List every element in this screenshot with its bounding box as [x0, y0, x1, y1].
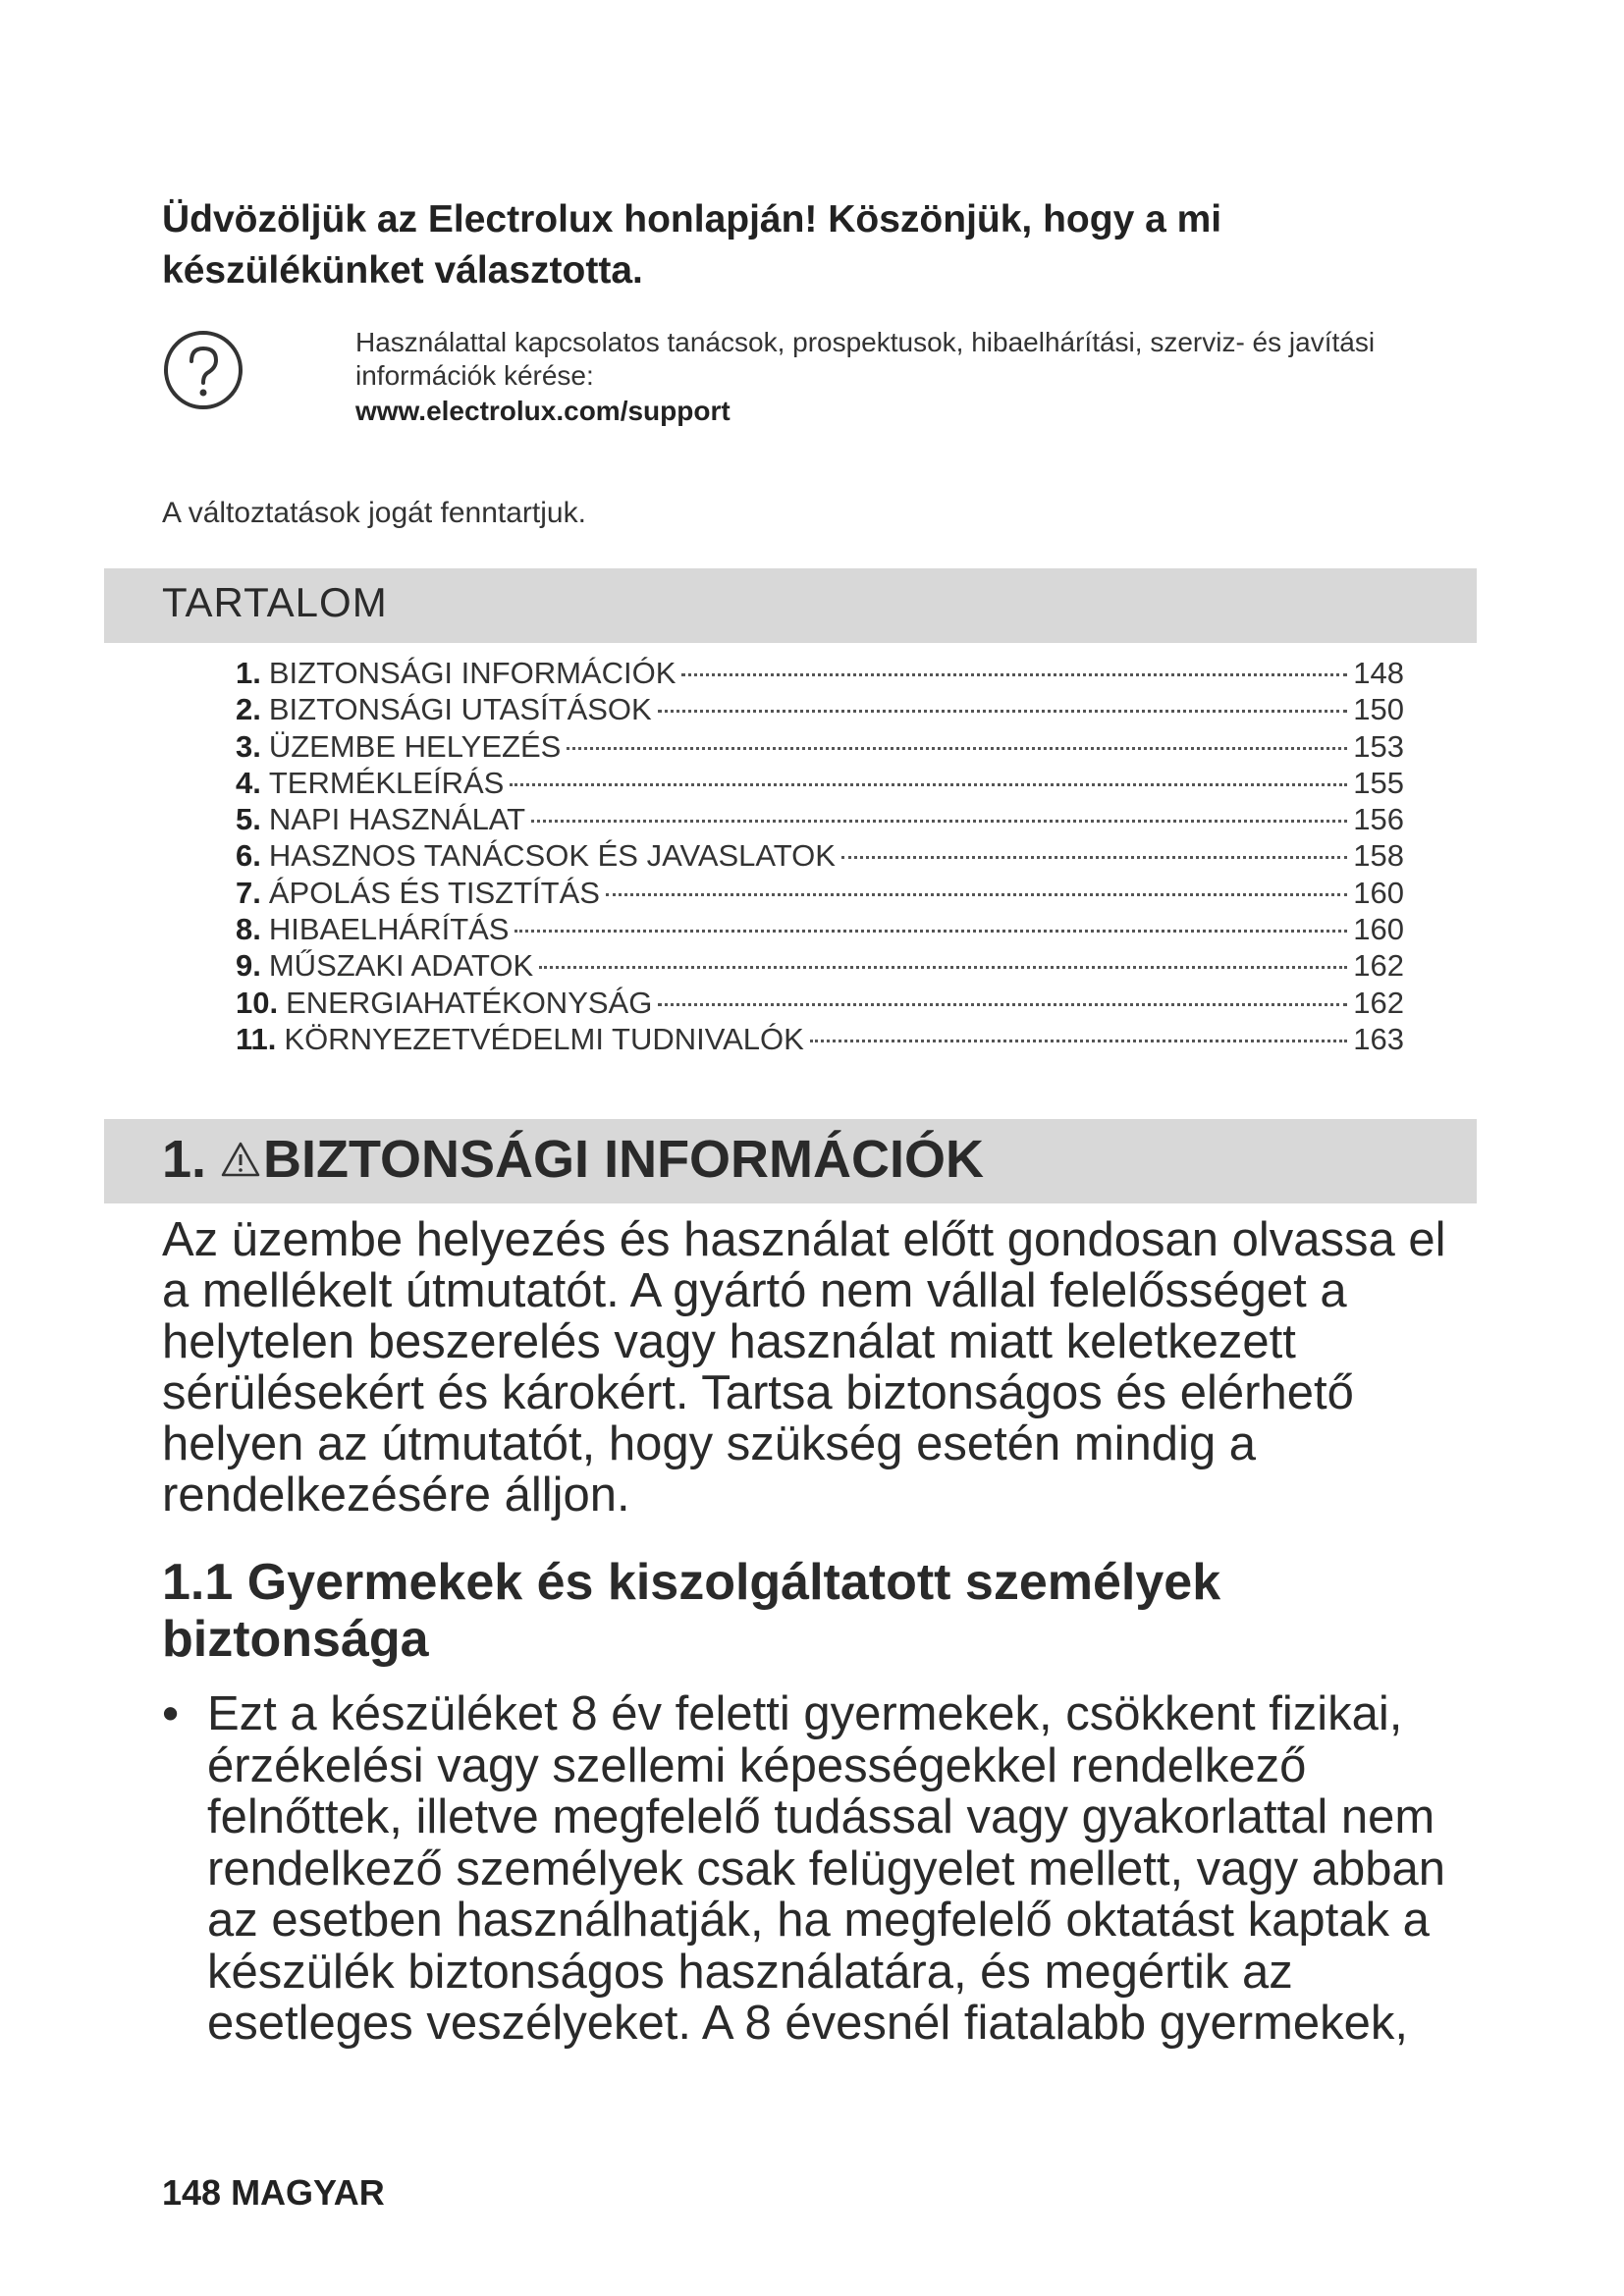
toc-item-page: 163 — [1353, 1021, 1404, 1056]
toc-item[interactable] — [236, 655, 1404, 691]
toc-dot-leader — [810, 1040, 1347, 1042]
toc-item-page: 156 — [1353, 802, 1404, 837]
toc-item-number: 10. — [236, 985, 279, 1020]
toc-item-label: BIZTONSÁGI UTASÍTÁSOK — [268, 692, 652, 727]
toc-item-page: 162 — [1353, 948, 1404, 984]
toc-item-number: 6. — [236, 838, 261, 874]
toc-dot-leader — [841, 856, 1347, 859]
toc-item-page: 153 — [1353, 728, 1404, 764]
toc-item-page: 160 — [1353, 912, 1404, 947]
toc-title: TARTALOM — [162, 579, 388, 625]
toc-dot-leader — [514, 930, 1347, 933]
warning-triangle-icon — [220, 1141, 261, 1178]
table-of-contents — [236, 655, 1404, 1057]
toc-item-number: 4. — [236, 765, 261, 800]
toc-item-number: 1. — [236, 656, 261, 690]
toc-item-label: HIBAELHÁRÍTÁS — [268, 912, 510, 947]
subsection-title: 1.1 Gyermekek és kiszolgáltatott személyek biztonsága — [162, 1554, 1221, 1668]
toc-item-page: 155 — [1353, 765, 1404, 800]
toc-item-number: 11. — [236, 1021, 277, 1056]
toc-item-label: ÁPOLÁS ÉS TISZTÍTÁS — [268, 875, 600, 910]
toc-item-label: ÜZEMBE HELYEZÉS — [268, 728, 562, 764]
toc-dot-leader — [531, 820, 1347, 823]
toc-item-label: NAPI HASZNÁLAT — [268, 802, 526, 837]
toc-item-number: 3. — [236, 728, 261, 764]
rights-notice: A változtatások jogát fenntartjuk. — [162, 497, 586, 529]
toc-item-label: MŰSZAKI ADATOK — [268, 948, 534, 984]
toc-item[interactable] — [236, 875, 1404, 911]
toc-dot-leader — [539, 966, 1347, 969]
welcome-heading: Üdvözöljük az Electrolux honlapján! Köszönjük, hogy a mi készülékünket választotta. — [162, 198, 1222, 292]
toc-item[interactable] — [236, 947, 1404, 984]
support-link[interactable]: www.electrolux.com/support — [355, 396, 731, 426]
toc-dot-leader — [658, 1003, 1347, 1006]
bullet-text: Ezt a készüléket 8 év feletti gyermekek, csökkent fizikai, érzékelési vagy szellemi képességekkel rendelkező felnőttek, illetve megfelelő tudással vagy gyakorlattal nem rendelkező személyek csak felügyelet mellett, vagy abban az esetben használhatják, ha megfelelő oktatást kaptak a készülék biztonságos használatára, és megértik az esetleges veszélyeket. A 8 évesnél fiatalabb gyermekek, — [207, 1687, 1446, 2050]
toc-item[interactable] — [236, 837, 1404, 874]
toc-item[interactable] — [236, 765, 1404, 801]
toc-dot-leader — [681, 673, 1347, 676]
toc-item-number: 5. — [236, 802, 261, 837]
toc-item[interactable] — [236, 985, 1404, 1021]
toc-item-page: 150 — [1353, 692, 1404, 727]
bullet-paragraph — [162, 1688, 1468, 2050]
section-intro: Az üzembe helyezés és használat előtt gondosan olvassa el a mellékelt útmutatót. A gyártó nem vállal felelősséget a helytelen beszerelés vagy használat miatt keletkezett sérülésekért és károkért. Tartsa biztonságos és elérhető helyen az útmutatót, hogy szükség esetén mindig a rendelkezésére álljon. — [162, 1213, 1446, 1522]
page-footer: 148 MAGYAR — [162, 2172, 385, 2213]
toc-item-label: KÖRNYEZETVÉDELMI TUDNIVALÓK — [284, 1021, 804, 1056]
toc-item[interactable] — [236, 728, 1404, 765]
toc-item-label: HASZNOS TANÁCSOK ÉS JAVASLATOK — [268, 838, 836, 874]
support-info — [355, 326, 1455, 428]
toc-dot-leader — [658, 710, 1348, 713]
toc-item[interactable] — [236, 1021, 1404, 1057]
toc-item[interactable] — [236, 801, 1404, 837]
toc-item-page: 158 — [1353, 838, 1404, 874]
section-number: 1. — [162, 1130, 207, 1189]
toc-item-page: 160 — [1353, 875, 1404, 910]
toc-item-label: TERMÉKLEÍRÁS — [268, 765, 505, 800]
toc-item-number: 8. — [236, 912, 261, 947]
toc-item-page: 148 — [1353, 656, 1404, 690]
toc-item-label: ENERGIAHATÉKONYSÁG — [286, 985, 653, 1020]
section-title-text: BIZTONSÁGI INFORMÁCIÓK — [263, 1130, 985, 1189]
toc-item-label: BIZTONSÁGI INFORMÁCIÓK — [268, 656, 677, 690]
toc-item-number: 2. — [236, 692, 261, 727]
toc-item-page: 162 — [1353, 985, 1404, 1020]
toc-item-number: 7. — [236, 875, 261, 910]
toc-dot-leader — [510, 783, 1347, 786]
support-text: Használattal kapcsolatos tanácsok, prospektusok, hibaelhárítási, szerviz- és javítási információk kérése: — [355, 327, 1376, 391]
toc-item-number: 9. — [236, 948, 261, 984]
question-circle-icon — [162, 329, 244, 411]
toc-item[interactable] — [236, 691, 1404, 727]
section-title — [162, 1129, 984, 1190]
toc-dot-leader — [567, 747, 1347, 750]
toc-dot-leader — [606, 893, 1347, 896]
toc-item[interactable] — [236, 911, 1404, 947]
bullet-marker: • — [162, 1687, 180, 1740]
